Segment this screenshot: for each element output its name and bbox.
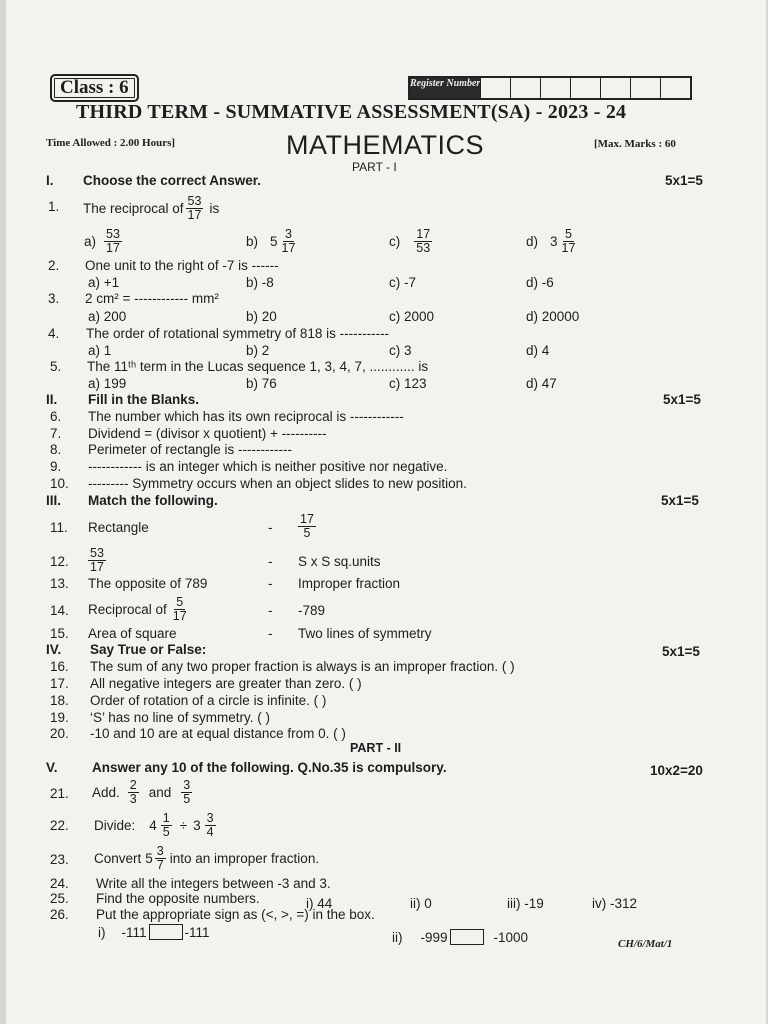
comparison-i: i) -111 -111 <box>98 924 210 940</box>
register-cell[interactable] <box>630 78 660 98</box>
true-false-question: -10 and 10 are at equal distance from 0. ( ) <box>90 726 346 741</box>
option-ii: ii) 0 <box>410 896 432 911</box>
register-cell[interactable] <box>570 78 600 98</box>
question-number: 23. <box>50 852 69 867</box>
class-label: Class : 6 <box>50 74 139 102</box>
fraction: $\frac{3}{5}$ <box>183 777 191 806</box>
question-number: 19. <box>50 710 69 725</box>
match-left: Rectangle <box>88 520 149 535</box>
fraction: $\frac{53}{17}$ <box>187 193 202 222</box>
question-text: One unit to the right of -7 is ------ <box>85 258 279 273</box>
fill-question: Perimeter of rectangle is ------------ <box>88 442 293 457</box>
option-b: b) -8 <box>246 275 274 290</box>
part-2-heading: PART - II <box>350 741 402 755</box>
register-number-box <box>408 76 692 100</box>
question-text: Put the appropriate sign as (<, >, =) in the box. <box>96 907 375 922</box>
fill-question: ------------ is an integer which is neither positive nor negative. <box>88 459 448 474</box>
question-number: 26. <box>50 907 69 922</box>
option-d: d) 20000 <box>526 309 580 324</box>
question-text: Write all the integers between -3 and 3. <box>96 876 331 891</box>
part-1-heading: PART - I <box>352 160 397 174</box>
section-title: Match the following. <box>88 493 218 508</box>
fill-question: --------- Symmetry occurs when an object slides to new position. <box>88 476 467 491</box>
register-cell[interactable] <box>510 78 540 98</box>
section-marks: 5x1=5 <box>661 493 699 508</box>
paper-code: CH/6/Mat/1 <box>618 938 673 950</box>
option-d: d) 47 <box>526 376 557 391</box>
question-text: The order of rotational symmetry of 818 is ----------- <box>86 326 390 341</box>
option-b: b) 2 <box>246 343 270 358</box>
fraction: $\frac{53}{17}$ <box>90 545 104 574</box>
question-suffix: is <box>209 200 220 216</box>
register-label: Register Number <box>410 78 480 98</box>
section-marks: 5x1=5 <box>665 173 703 188</box>
section-title: Answer any 10 of the following. Q.No.35 is compulsory. <box>92 760 447 775</box>
question-text: Find the opposite numbers. <box>96 891 260 906</box>
match-dash: - <box>268 554 273 569</box>
subject-title: MATHEMATICS <box>286 130 484 160</box>
option-b: b) 20 <box>246 309 277 324</box>
question-number: 7. <box>50 426 62 441</box>
section-number: II. <box>46 392 58 407</box>
question-number: 1. <box>48 199 60 214</box>
question-number: 12. <box>50 554 69 569</box>
section-title: Choose the correct Answer. <box>83 173 262 188</box>
option-a: a) +1 <box>88 275 120 290</box>
register-cell[interactable] <box>660 78 690 98</box>
question-number: 6. <box>50 409 62 424</box>
fraction: $\frac{5}{17}$ <box>172 594 187 623</box>
match-right: S x S sq.units <box>298 554 381 569</box>
match-right <box>296 509 318 543</box>
option-a: a) 200 <box>88 309 127 324</box>
question-text: The 11ᵗʰ term in the Lucas sequence 1, 3, 4, 7, ............ is <box>87 359 429 374</box>
section-number: I. <box>46 173 54 188</box>
question-text: 2 cm² = ------------ mm² <box>85 291 219 306</box>
match-left: Area of square <box>88 626 177 641</box>
match-right: -789 <box>298 603 326 618</box>
option-iv: iv) -312 <box>592 896 638 911</box>
question-23: Convert 5 $\frac{3}{7}$ into an improper fraction. <box>94 843 320 872</box>
question-21: Add. $\frac{2}{3}$ and $\frac{3}{5}$ <box>92 777 191 806</box>
option-c: c) 2000 <box>389 309 435 324</box>
fraction: $\frac{1}{5}$ <box>162 810 170 839</box>
exam-paper <box>6 0 766 1024</box>
fill-question: The number which has its own reciprocal is ------------ <box>88 409 404 424</box>
option-d: d) 3 $\frac{5}{17}$ <box>526 226 576 255</box>
match-right: Two lines of symmetry <box>298 626 432 641</box>
match-dash: - <box>268 520 273 535</box>
true-false-question: Order of rotation of a circle is infinite. ( ) <box>90 693 327 708</box>
comparison-ii: ii) -999 -1000 <box>392 929 529 945</box>
question-number: 10. <box>50 476 69 491</box>
question-number: 14. <box>50 603 69 618</box>
question-number: 17. <box>50 676 69 691</box>
option-iii: iii) -19 <box>507 896 544 911</box>
question-number: 11. <box>50 520 68 535</box>
exam-title: THIRD TERM - SUMMATIVE ASSESSMENT(SA) - 2023 - 24 <box>76 101 627 123</box>
match-left: Reciprocal of $\frac{5}{17}$ <box>88 594 187 623</box>
option-c: c) 123 <box>389 376 427 391</box>
answer-box[interactable] <box>450 929 484 945</box>
match-left <box>86 543 108 577</box>
fraction: $\frac{3}{7}$ <box>156 843 164 872</box>
option-a: a) 1 <box>88 343 112 358</box>
fill-question: Dividend = (divisor x quotient) + ---------- <box>88 426 327 441</box>
register-cell[interactable] <box>480 78 510 98</box>
question-number: 8. <box>50 442 62 457</box>
option-i: i) 44 <box>306 896 333 911</box>
section-number: IV. <box>46 642 62 657</box>
true-false-question: The sum of any two proper fraction is always is an improper fraction. ( ) <box>90 659 515 674</box>
register-cell[interactable] <box>540 78 570 98</box>
option-d: d) 4 <box>526 343 550 358</box>
question-number: 13. <box>50 576 69 591</box>
true-false-question: All negative integers are greater than zero. ( ) <box>90 676 362 691</box>
question-number: 4. <box>48 326 60 341</box>
option-c: c) 3 <box>389 343 412 358</box>
option-c: c) $\frac{17}{53}$ <box>389 226 431 255</box>
register-cell[interactable] <box>600 78 630 98</box>
time-allowed: Time Allowed : 2.00 Hours] <box>46 137 176 149</box>
section-title: Fill in the Blanks. <box>88 392 200 407</box>
match-right: Improper fraction <box>298 576 401 591</box>
option-c: c) -7 <box>389 275 416 290</box>
question-1 <box>83 191 219 225</box>
question-number: 20. <box>50 726 69 741</box>
question-22: Divide: 4 $\frac{1}{5}$ ÷ 3 $\frac{3}{4}$ <box>94 810 214 839</box>
section-number: V. <box>46 760 58 775</box>
question-number: 25. <box>50 891 69 906</box>
match-dash: - <box>268 603 273 618</box>
option-a: a) 199 <box>88 376 127 391</box>
question-number: 3. <box>48 291 60 306</box>
question-text: The reciprocal of <box>83 200 184 216</box>
match-dash: - <box>268 576 273 591</box>
option-d: d) -6 <box>526 275 554 290</box>
max-marks: [Max. Marks : 60 <box>594 138 676 150</box>
section-marks: 5x1=5 <box>663 392 701 407</box>
section-marks: 5x1=5 <box>662 644 700 659</box>
section-marks: 10x2=20 <box>650 763 703 778</box>
section-number: III. <box>46 493 62 508</box>
fraction: $\frac{2}{3}$ <box>129 777 137 806</box>
question-number: 5. <box>50 359 62 374</box>
match-dash: - <box>268 626 273 641</box>
section-title: Say True or False: <box>90 642 207 657</box>
option-b: b) 5 $\frac{3}{17}$ <box>246 226 296 255</box>
true-false-question: ‘S’ has no line of symmetry. ( ) <box>90 710 271 725</box>
question-number: 18. <box>50 693 69 708</box>
fraction: $\frac{3}{4}$ <box>206 810 214 839</box>
question-number: 2. <box>48 258 60 273</box>
question-number: 21. <box>50 786 69 801</box>
match-left: The opposite of 789 <box>88 576 208 591</box>
question-number: 9. <box>50 459 62 474</box>
question-number: 15. <box>50 626 69 641</box>
option-a: a) $\frac{53}{17}$ <box>84 226 120 255</box>
question-number: 24. <box>50 876 69 891</box>
option-b: b) 76 <box>246 376 277 391</box>
fraction: $\frac{17}{5}$ <box>300 511 314 540</box>
answer-box[interactable] <box>149 924 183 940</box>
question-number: 16. <box>50 659 69 674</box>
question-number: 22. <box>50 818 69 833</box>
